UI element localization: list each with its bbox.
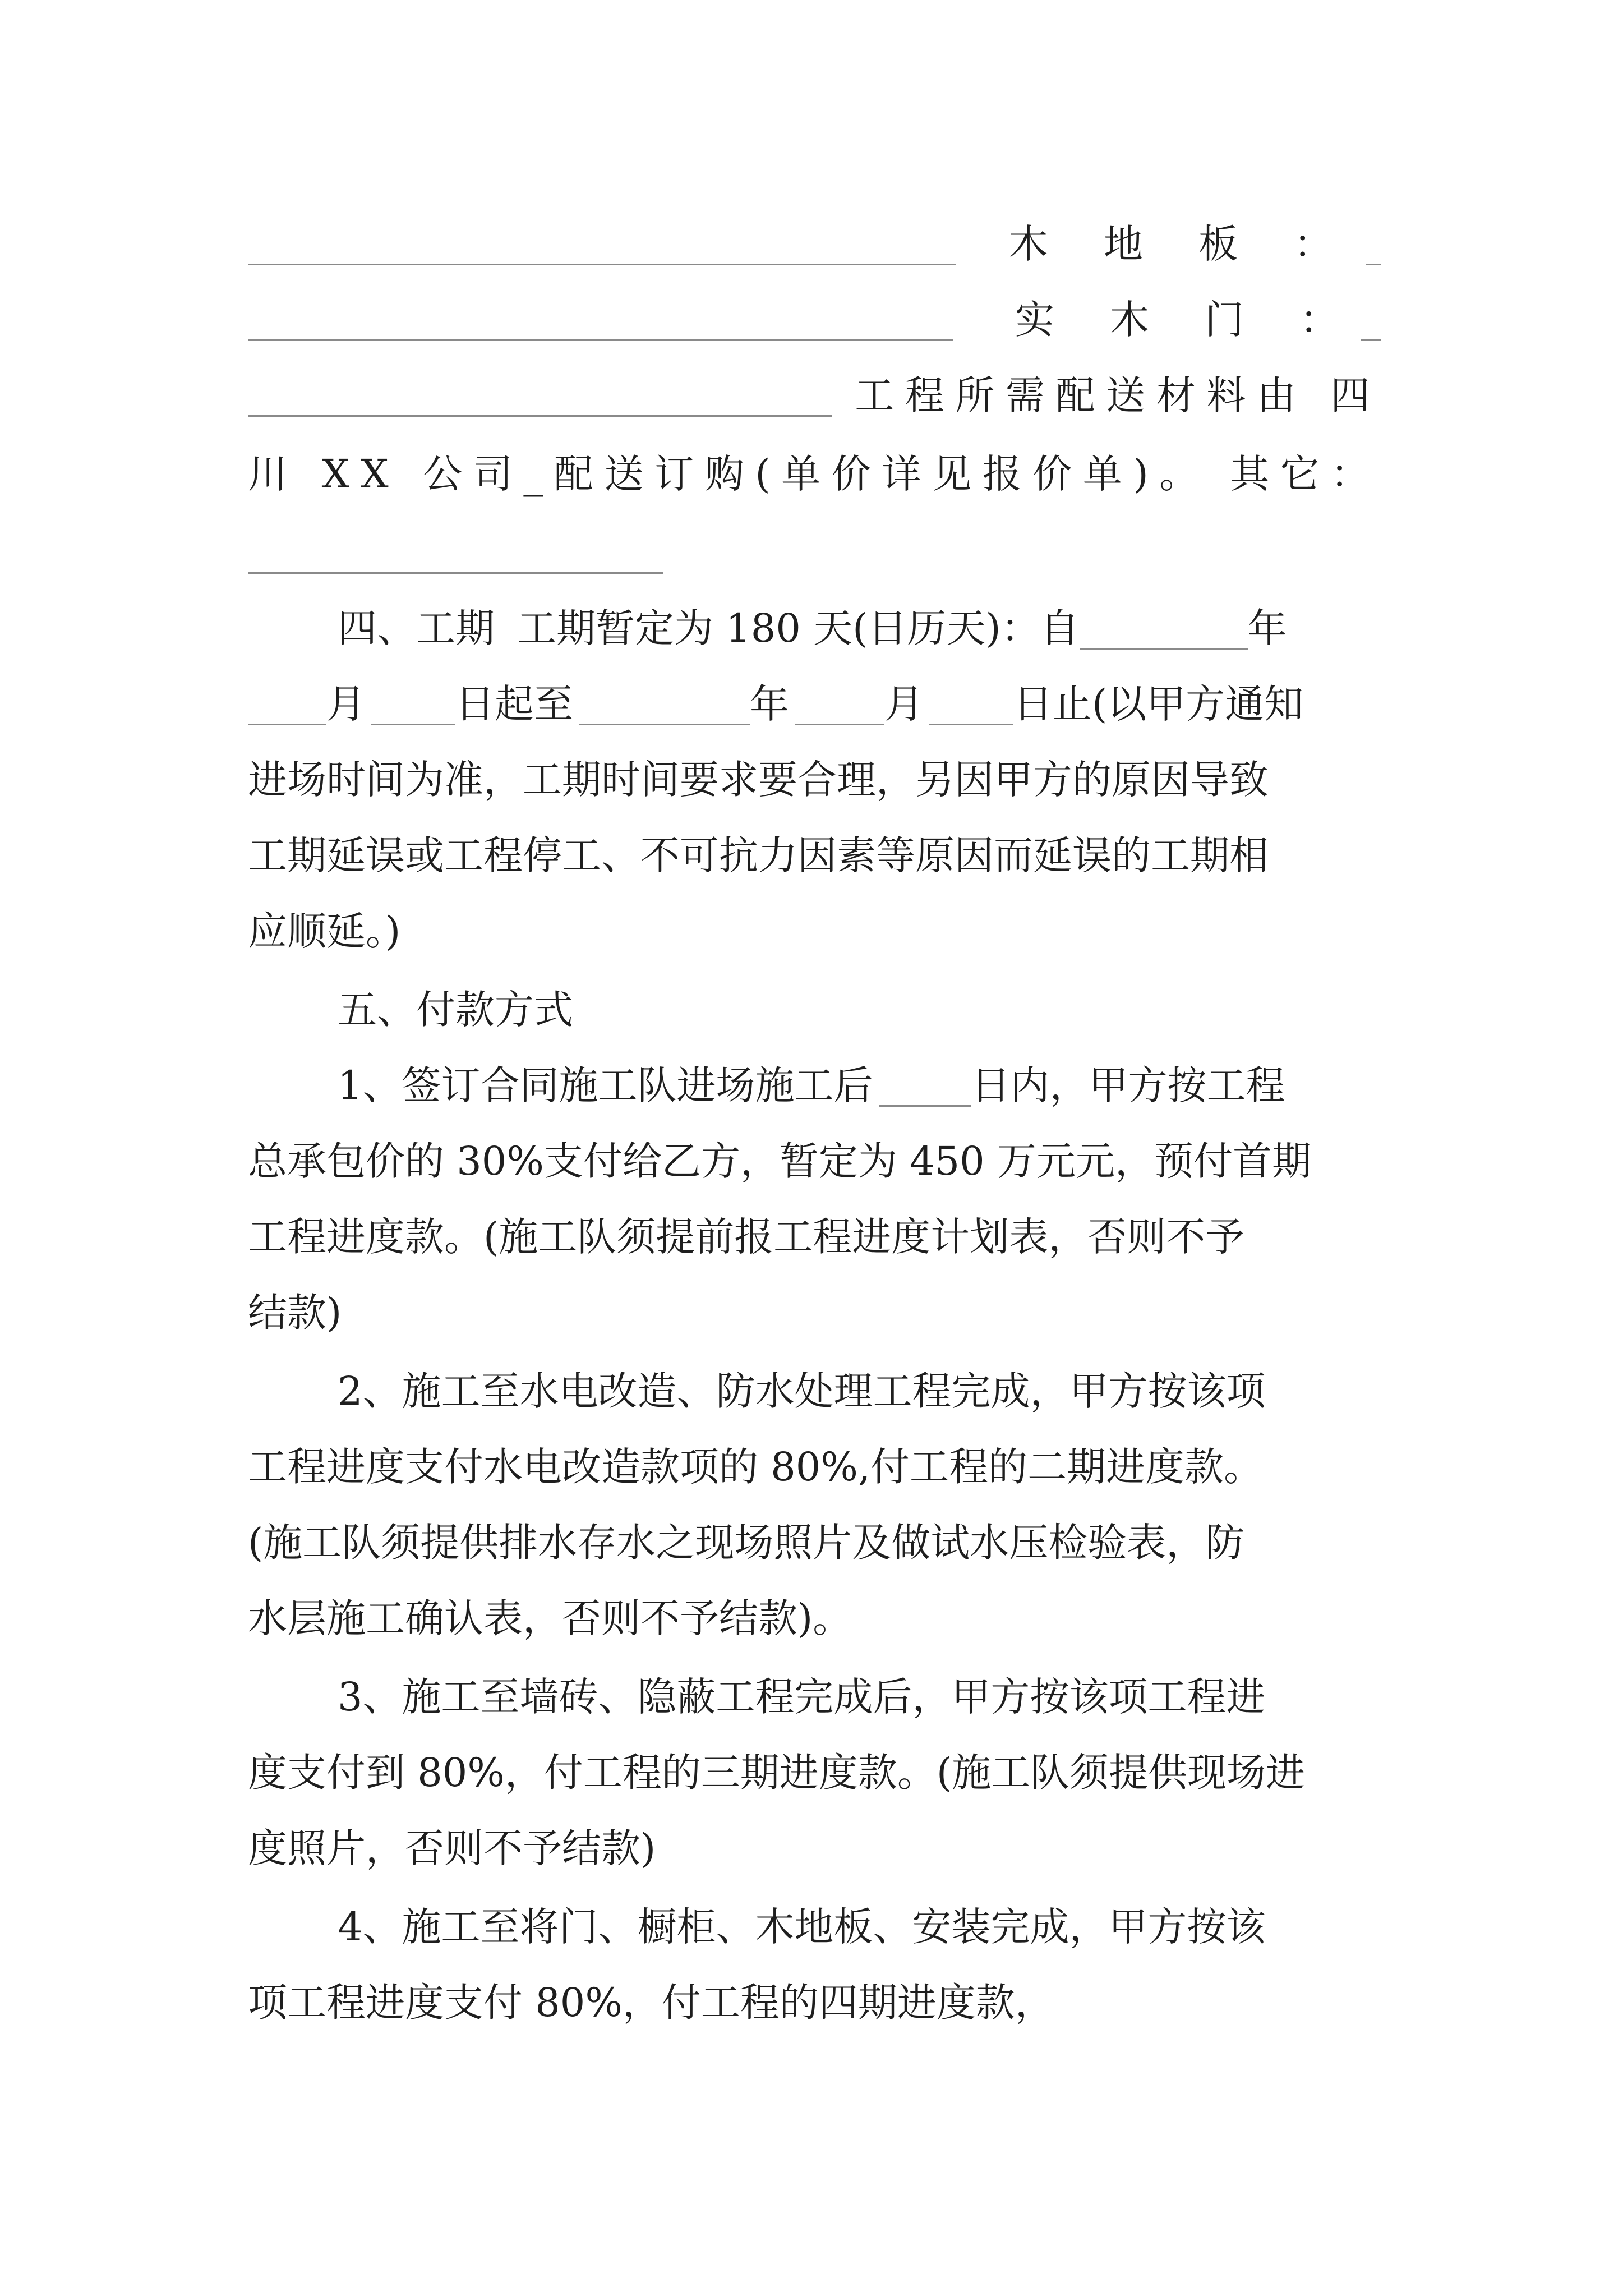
blank-line [371, 724, 455, 725]
schedule-year-2: 年 [750, 681, 789, 727]
wood-floor-label: 木 地 板 ： [1008, 221, 1354, 267]
blank-line [248, 724, 326, 725]
schedule-text-5: 应顺延。) [248, 908, 401, 954]
delivery-text: 工程所需配送材料由 四 [855, 372, 1381, 418]
payment-item-3-text-3: 度照片，否则不予结款) [248, 1825, 656, 1871]
blank-line [248, 339, 953, 341]
payment-item-2-text-3: (施工队须提供排水存水之现场照片及做试水压检验表，防 [248, 1520, 1245, 1566]
wood-floor-line [248, 210, 1381, 278]
payment-item-3-text-1: 3、施工至墙砖、隐蔽工程完成后，甲方按该项工程进 [338, 1674, 1266, 1720]
payment-item-1-line-1 [248, 1052, 1381, 1119]
schedule-line-5 [248, 898, 1381, 965]
payment-item-2-text-2: 工程进度支付水电改造款项的 80%,付工程的二期进度款。 [248, 1444, 1264, 1490]
schedule-line-1 [248, 595, 1381, 662]
schedule-day-2-end: 日止(以甲方通知 [1013, 681, 1304, 727]
payment-item-1-text-3: 工程进度款。(施工队须提前报工程进度计划表，否则不予 [248, 1214, 1245, 1260]
schedule-day-1: 日起至 [455, 681, 573, 727]
blank-line [1361, 339, 1381, 341]
payment-item-1-b: 日内，甲方按工程 [971, 1062, 1285, 1108]
payment-item-3-text-2: 度支付到 80%，付工程的三期进度款。(施工队须提供现场进 [248, 1750, 1306, 1796]
payment-item-1-line-3 [248, 1203, 1381, 1271]
blank-line [579, 724, 750, 725]
other-label: 其它： [1230, 451, 1381, 497]
payment-item-2-line-3 [248, 1509, 1381, 1576]
payment-item-2-line-1 [248, 1358, 1381, 1425]
payment-heading-line [248, 976, 1381, 1043]
blank-line [929, 724, 1013, 725]
blank-line [879, 1105, 971, 1107]
payment-item-1-a: 1、签订合同施工队进场施工后 [338, 1062, 873, 1108]
schedule-line-4 [248, 822, 1381, 889]
payment-heading: 五、付款方式 [338, 987, 573, 1033]
blank-line [248, 264, 956, 265]
payment-item-4-text-1: 4、施工至将门、橱柜、木地板、安装完成，甲方按该 [338, 1904, 1266, 1950]
payment-item-3-line-3 [248, 1815, 1381, 1882]
delivery-line [248, 362, 1381, 429]
payment-item-4-text-2: 项工程进度支付 80%，付工程的四期进度款， [248, 1980, 1054, 2026]
schedule-heading: 四、工期 [338, 605, 495, 651]
payment-item-1-line-2 [248, 1128, 1381, 1195]
blank-line [795, 724, 884, 725]
payment-item-1-text-4: 结款) [248, 1290, 342, 1336]
schedule-text: 工期暂定为 180 天(日历天)：自 [517, 605, 1080, 651]
delivery-line-2 [248, 440, 1381, 508]
schedule-text-4: 工期延误或工程停工、不可抗力因素等原因而延误的工期相 [248, 832, 1269, 878]
payment-item-1-line-4 [248, 1279, 1381, 1346]
blank-line [1080, 648, 1248, 650]
delivery-text-2: 川 XX 公司_配送订购(单价详见报价单)。 [248, 451, 1210, 497]
solid-door-line [248, 286, 1381, 353]
schedule-year-1: 年 [1247, 605, 1287, 651]
payment-item-2-text-1: 2、施工至水电改造、防水处理工程完成，甲方按该项 [338, 1368, 1266, 1414]
solid-door-label: 实 木 门 ： [1015, 297, 1361, 343]
payment-item-4-line-2 [248, 1969, 1381, 2036]
schedule-text-3: 进场时间为准，工期时间要求要合理，另因甲方的原因导致 [248, 757, 1269, 803]
payment-item-3-line-1 [248, 1663, 1381, 1731]
schedule-month-2: 月 [884, 681, 924, 727]
blank-line [248, 572, 663, 574]
blank-line [248, 415, 832, 417]
other-blank-line [248, 519, 1381, 586]
payment-item-3-line-2 [248, 1739, 1381, 1806]
schedule-line-3 [248, 746, 1381, 813]
schedule-month-1: 月 [326, 681, 366, 727]
schedule-line-2 [248, 670, 1381, 738]
payment-item-4-line-1 [248, 1893, 1381, 1961]
payment-item-2-line-4 [248, 1585, 1381, 1652]
payment-item-2-line-2 [248, 1433, 1381, 1501]
payment-item-1-text-2: 总承包价的 30%支付给乙方，暂定为 450 万元元，预付首期 [248, 1138, 1311, 1184]
blank-line [1366, 264, 1381, 265]
payment-item-2-text-4: 水层施工确认表，否则不予结款)。 [248, 1595, 852, 1641]
